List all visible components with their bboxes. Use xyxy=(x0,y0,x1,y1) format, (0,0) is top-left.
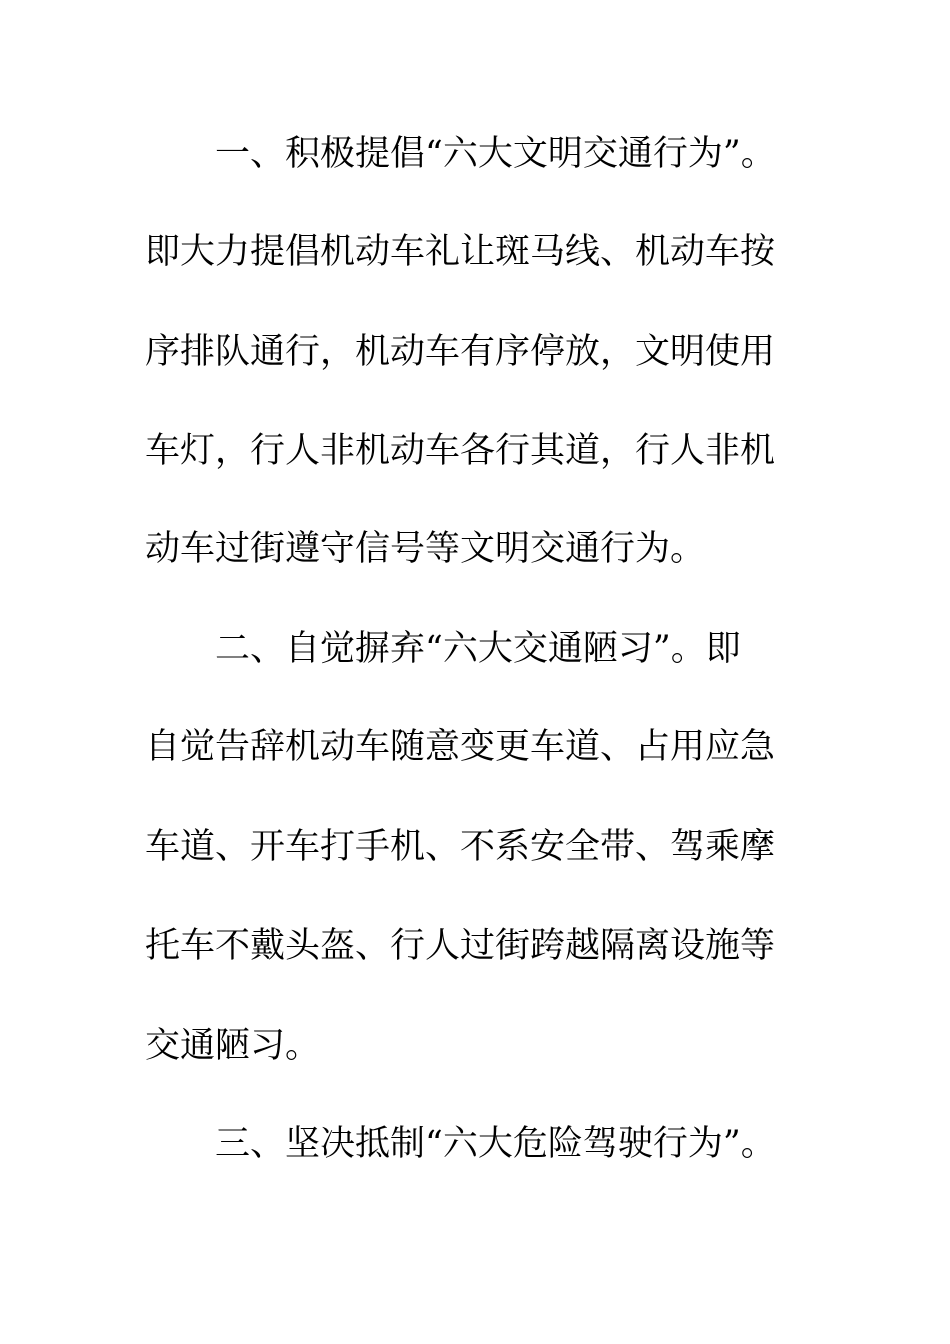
paragraph-1-line-1: 一、积极提倡“六大文明交通行为”。 xyxy=(215,134,776,174)
paragraph-1-line-4: 车灯，行人非机动车各行其道，行人非机 xyxy=(145,431,776,471)
paragraph-1-line-3: 序排队通行，机动车有序停放，文明使用 xyxy=(145,332,776,372)
paragraph-2-line-5: 交通陋习。 xyxy=(145,1026,321,1066)
paragraph-1-line-5: 动车过街遵守信号等文明交通行为。 xyxy=(145,529,706,569)
paragraph-2-line-3: 车道、开车打手机、不系安全带、驾乘摩 xyxy=(145,827,776,867)
paragraph-3-line-1: 三、坚决抵制“六大危险驾驶行为”。 xyxy=(215,1124,776,1164)
paragraph-2-line-1: 二、自觉摒弃“六大交通陋习”。即 xyxy=(215,629,741,669)
paragraph-2-line-4: 托车不戴头盔、行人过街跨越隔离设施等 xyxy=(145,926,776,966)
paragraph-1-line-2: 即大力提倡机动车礼让斑马线、机动车按 xyxy=(145,232,776,272)
paragraph-2-line-2: 自觉告辞机动车随意变更车道、占用应急 xyxy=(145,727,776,767)
